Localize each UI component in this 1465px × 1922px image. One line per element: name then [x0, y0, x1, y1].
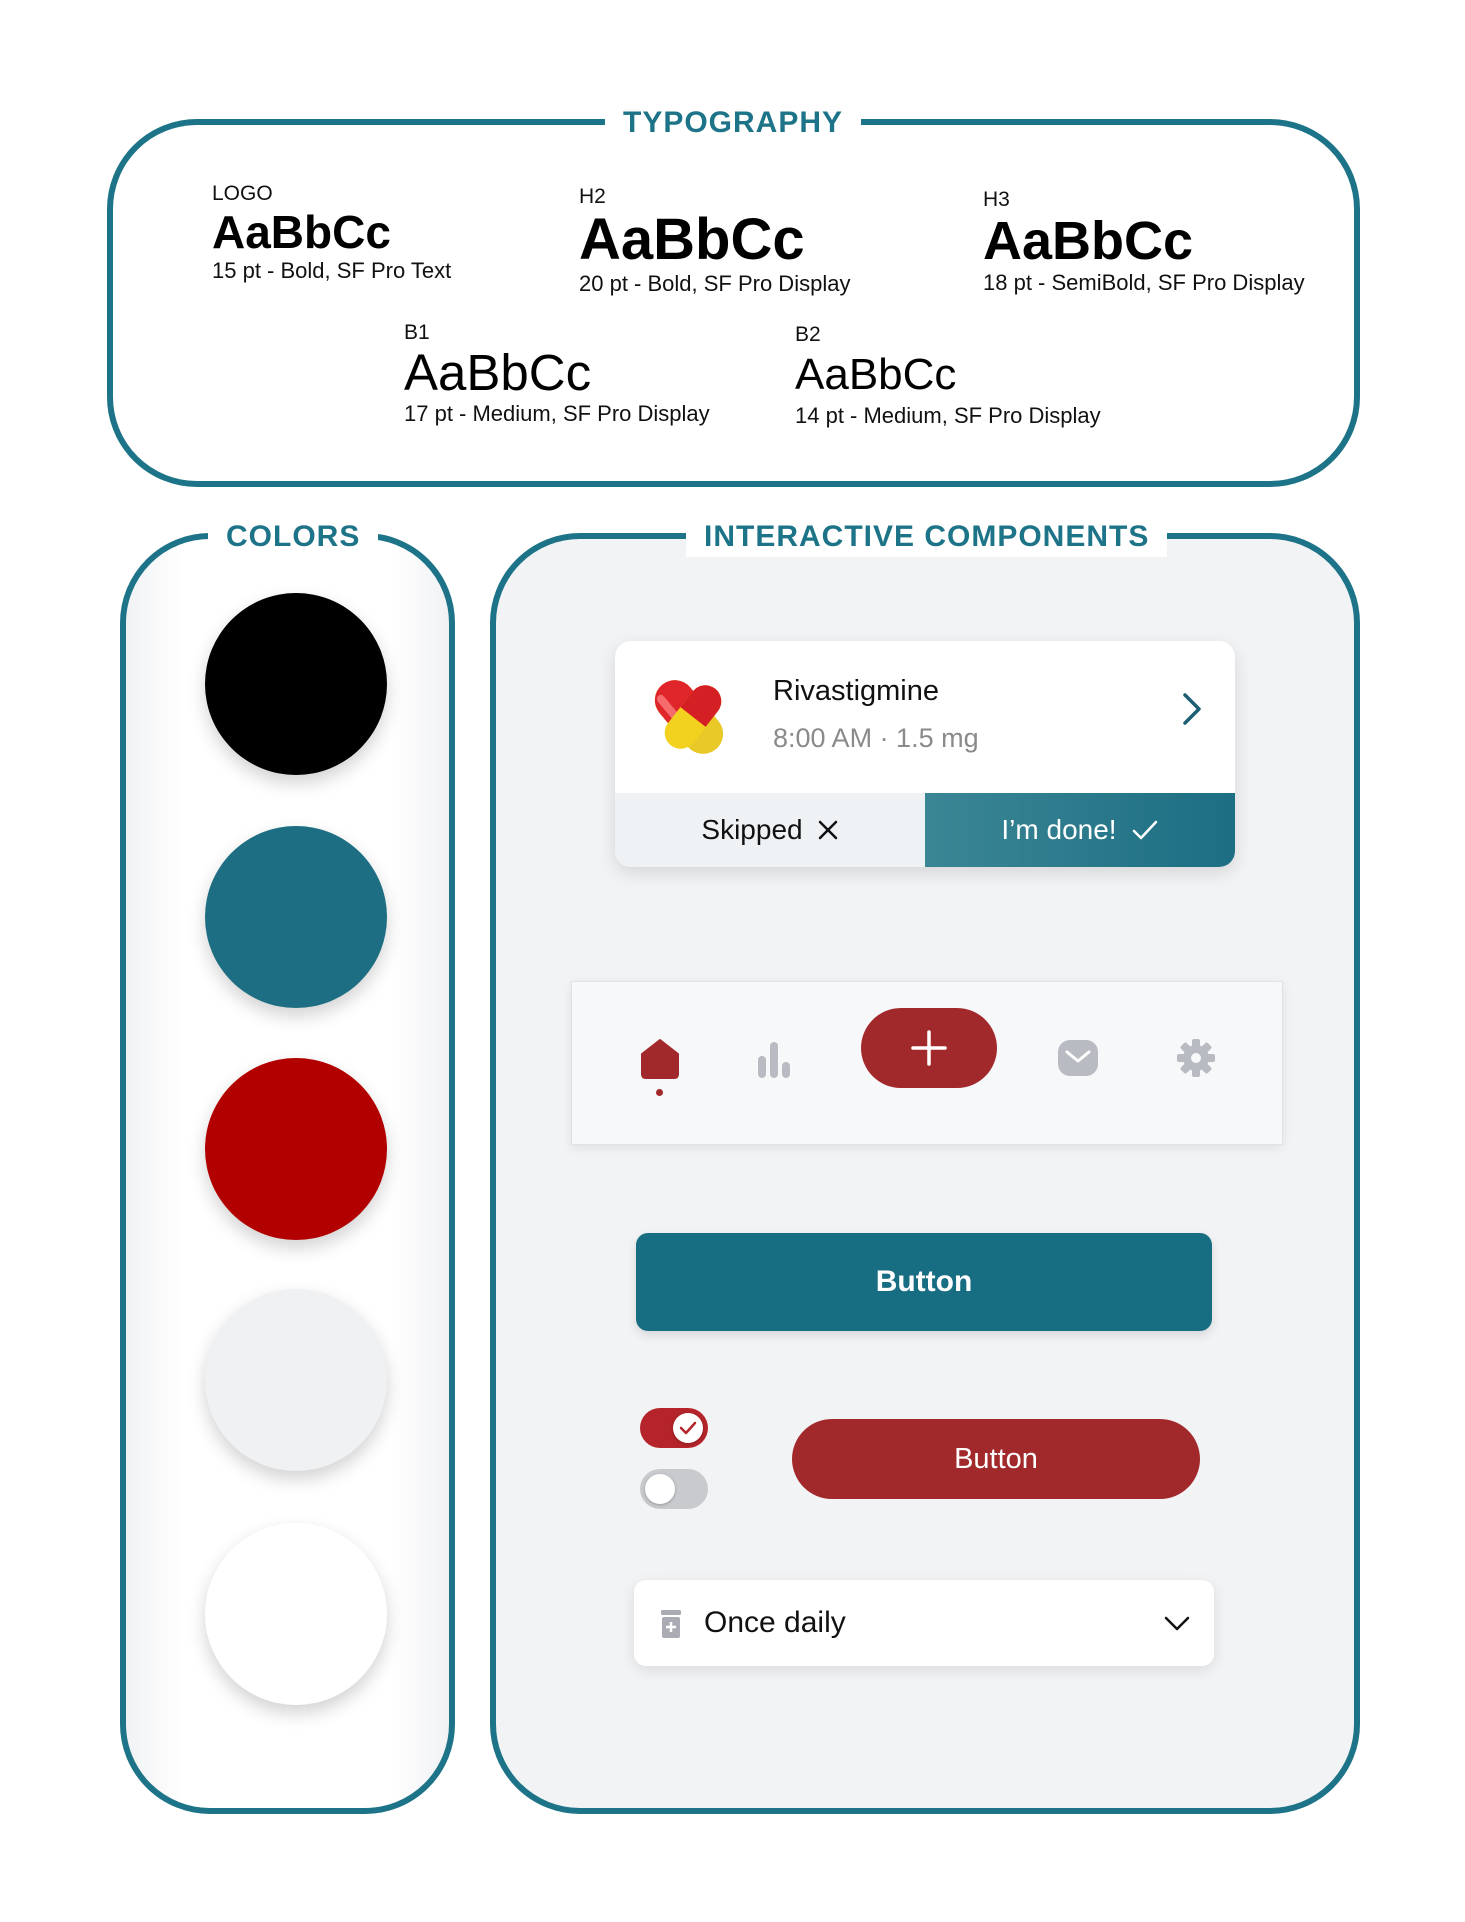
typespec-tag: H3 — [983, 188, 1010, 211]
typespec-desc: 18 pt - SemiBold, SF Pro Display — [983, 270, 1305, 295]
typespec-h3 — [983, 188, 1305, 296]
typography-panel — [107, 106, 1360, 487]
typespec-b2 — [795, 323, 1101, 429]
pill-bottle-icon — [660, 1610, 682, 1638]
skipped-label: Skipped — [701, 814, 803, 845]
colors-panel — [120, 520, 455, 1814]
add-button[interactable] — [861, 1008, 997, 1088]
typespec-desc: 15 pt - Bold, SF Pro Text — [212, 258, 452, 283]
pill-icon — [643, 667, 735, 767]
toggle-on[interactable] — [640, 1408, 708, 1448]
medication-detail: 8:00 AM · 1.5 mg — [773, 723, 979, 753]
typespec-tag: B2 — [795, 323, 821, 346]
color-swatch-black — [205, 593, 387, 775]
typespec-sample: AaBbCc — [579, 207, 805, 272]
medication-card[interactable] — [615, 641, 1235, 867]
colors-title: COLORS — [208, 517, 378, 557]
checkmark-icon — [1131, 819, 1159, 841]
typespec-desc: 14 pt - Medium, SF Pro Display — [795, 403, 1101, 428]
chevron-right-icon[interactable] — [1177, 689, 1205, 729]
secondary-button[interactable]: Button — [792, 1419, 1200, 1499]
color-swatch-red — [205, 1058, 387, 1240]
typespec-desc: 17 pt - Medium, SF Pro Display — [404, 401, 710, 426]
typespec-desc: 20 pt - Bold, SF Pro Display — [579, 271, 851, 296]
toggle-knob — [645, 1474, 675, 1504]
gear-icon[interactable] — [1174, 1034, 1218, 1082]
frequency-dropdown[interactable] — [634, 1580, 1214, 1666]
typespec-sample: AaBbCc — [212, 206, 391, 258]
chart-icon[interactable] — [752, 1034, 796, 1082]
chevron-down-icon — [1162, 1612, 1192, 1634]
done-label: I’m done! — [1001, 814, 1117, 845]
typespec-tag: LOGO — [212, 182, 273, 205]
typespec-tag: H2 — [579, 185, 606, 208]
medication-name: Rivastigmine — [773, 675, 939, 707]
home-icon[interactable] — [638, 1034, 682, 1082]
active-indicator-dot — [656, 1089, 663, 1096]
typespec-b1 — [404, 321, 710, 427]
done-button[interactable] — [925, 793, 1235, 867]
primary-button[interactable]: Button — [636, 1233, 1212, 1331]
color-swatch-white — [205, 1523, 387, 1705]
mail-icon[interactable] — [1056, 1034, 1100, 1082]
interactive-components-panel — [490, 520, 1360, 1814]
typespec-tag: B1 — [404, 321, 430, 344]
toggle-knob — [673, 1413, 703, 1443]
toggle-off[interactable] — [640, 1469, 708, 1509]
close-icon — [817, 819, 839, 841]
typespec-sample: AaBbCc — [404, 344, 592, 401]
typespec-h2 — [579, 185, 850, 297]
checkmark-icon — [679, 1421, 697, 1435]
typography-title: TYPOGRAPHY — [605, 103, 861, 143]
bottom-nav-bar — [571, 981, 1283, 1145]
plus-icon — [909, 1028, 949, 1068]
color-swatch-teal — [205, 826, 387, 1008]
typespec-sample: AaBbCc — [983, 211, 1194, 271]
typespec-logo — [212, 182, 451, 284]
interactive-components-title: INTERACTIVE COMPONENTS — [686, 517, 1167, 557]
typespec-sample: AaBbCc — [795, 350, 957, 399]
skipped-button[interactable] — [615, 793, 925, 867]
color-swatch-light-gray — [205, 1289, 387, 1471]
medication-action-row — [615, 793, 1235, 867]
dropdown-value: Once daily — [704, 1606, 846, 1639]
